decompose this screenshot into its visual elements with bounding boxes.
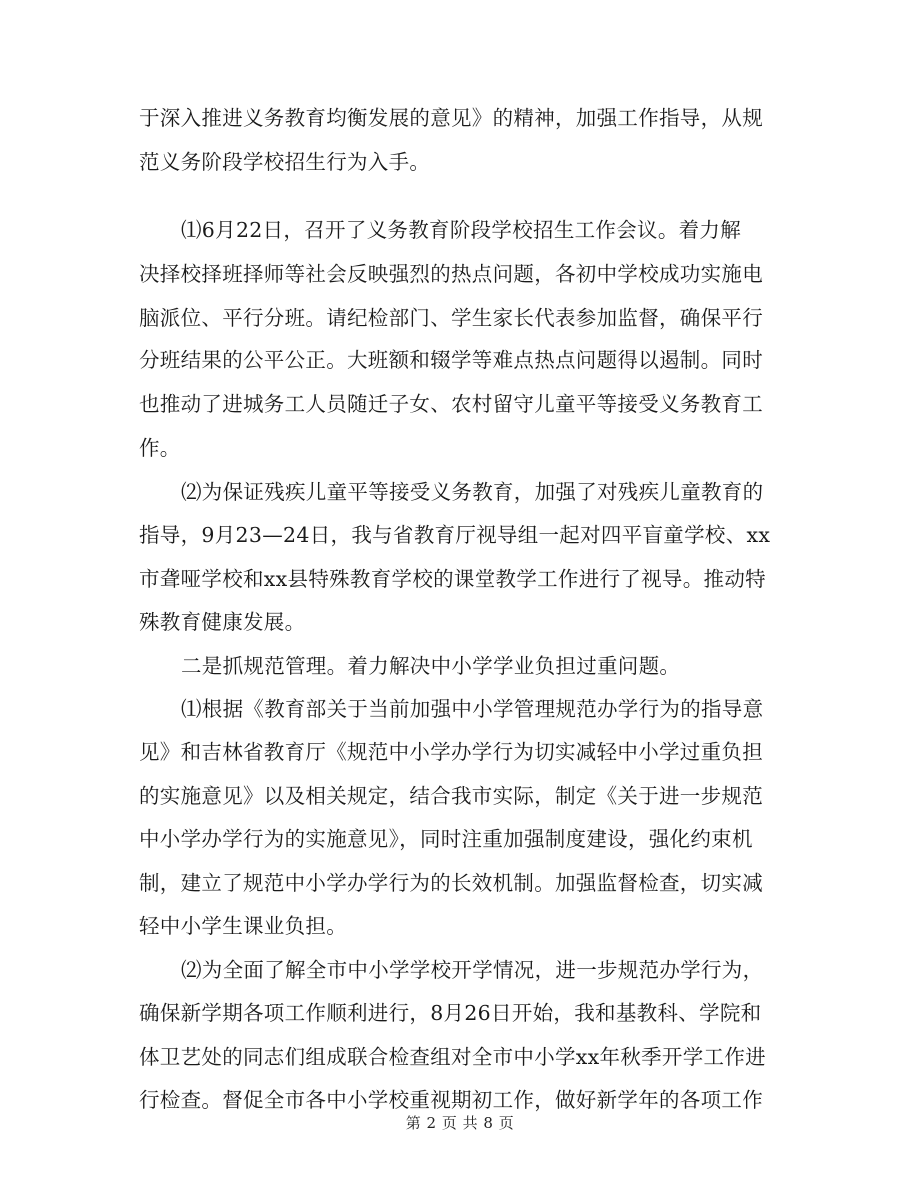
text-line: 分班结果的公平公正。大班额和辍学等难点热点问题得以遏制。同时 <box>139 348 763 372</box>
text-line: 于深入推进义务教育均衡发展的意见》的精神，加强工作指导，从规 <box>139 106 763 130</box>
text-line: 中小学办学行为的实施意见》，同时注重加强制度建设，强化约束机 <box>139 827 753 851</box>
text-line: ⑵为保证残疾儿童平等接受义务教育，加强了对残疾儿童教育的 <box>181 480 764 504</box>
text-line: 也推动了进城务工人员随迁子女、农村留守儿童平等接受义务教育工 <box>139 392 763 416</box>
text-line: 制，建立了规范中小学办学行为的长效机制。加强监督检查，切实减 <box>139 871 763 895</box>
text-line: 体卫艺处的同志们组成联合检查组对全市中小学xx年秋季开学工作进 <box>139 1045 766 1069</box>
text-line: 轻中小学生课业负担。 <box>139 914 347 938</box>
text-line: 作。 <box>139 436 181 460</box>
text-line: 脑派位、平行分班。请纪检部门、学生家长代表参加监督，确保平行 <box>139 306 763 330</box>
text-line: 行检查。督促全市各中小学校重视期初工作，做好新学年的各项工作 <box>139 1088 763 1112</box>
text-line: 的实施意见》以及相关规定，结合我市实际，制定《关于进一步规范 <box>139 784 763 808</box>
page-number-footer: 第 2 页 共 8 页 <box>405 1114 515 1132</box>
text-line: 范义务阶段学校招生行为入手。 <box>139 150 431 174</box>
text-line: ⑴根据《教育部关于当前加强中小学管理规范办学行为的指导意 <box>181 697 764 721</box>
text-line: 二是抓规范管理。着力解决中小学学业负担过重问题。 <box>181 654 681 678</box>
text-line: 殊教育健康发展。 <box>139 610 306 634</box>
text-line: ⑴6月22日，召开了义务教育阶段学校招生工作会议。着力解 <box>181 218 742 242</box>
text-line: 确保新学期各项工作顺利进行，8月26日开始，我和基教科、学院和 <box>139 1001 762 1025</box>
text-line: 指导，9月23—24日，我与省教育厅视导组一起对四平盲童学校、xx <box>139 523 771 547</box>
text-line: 市聋哑学校和xx县特殊教育学校的课堂教学工作进行了视导。推动特 <box>139 567 766 591</box>
text-line: ⑵为全面了解全市中小学学校开学情况，进一步规范办学行为， <box>181 958 764 982</box>
text-line: 决择校择班择师等社会反映强烈的热点问题，各初中学校成功实施电 <box>139 262 763 286</box>
text-line: 见》和吉林省教育厅《规范中小学办学行为切实减轻中小学过重负担 <box>139 740 763 764</box>
